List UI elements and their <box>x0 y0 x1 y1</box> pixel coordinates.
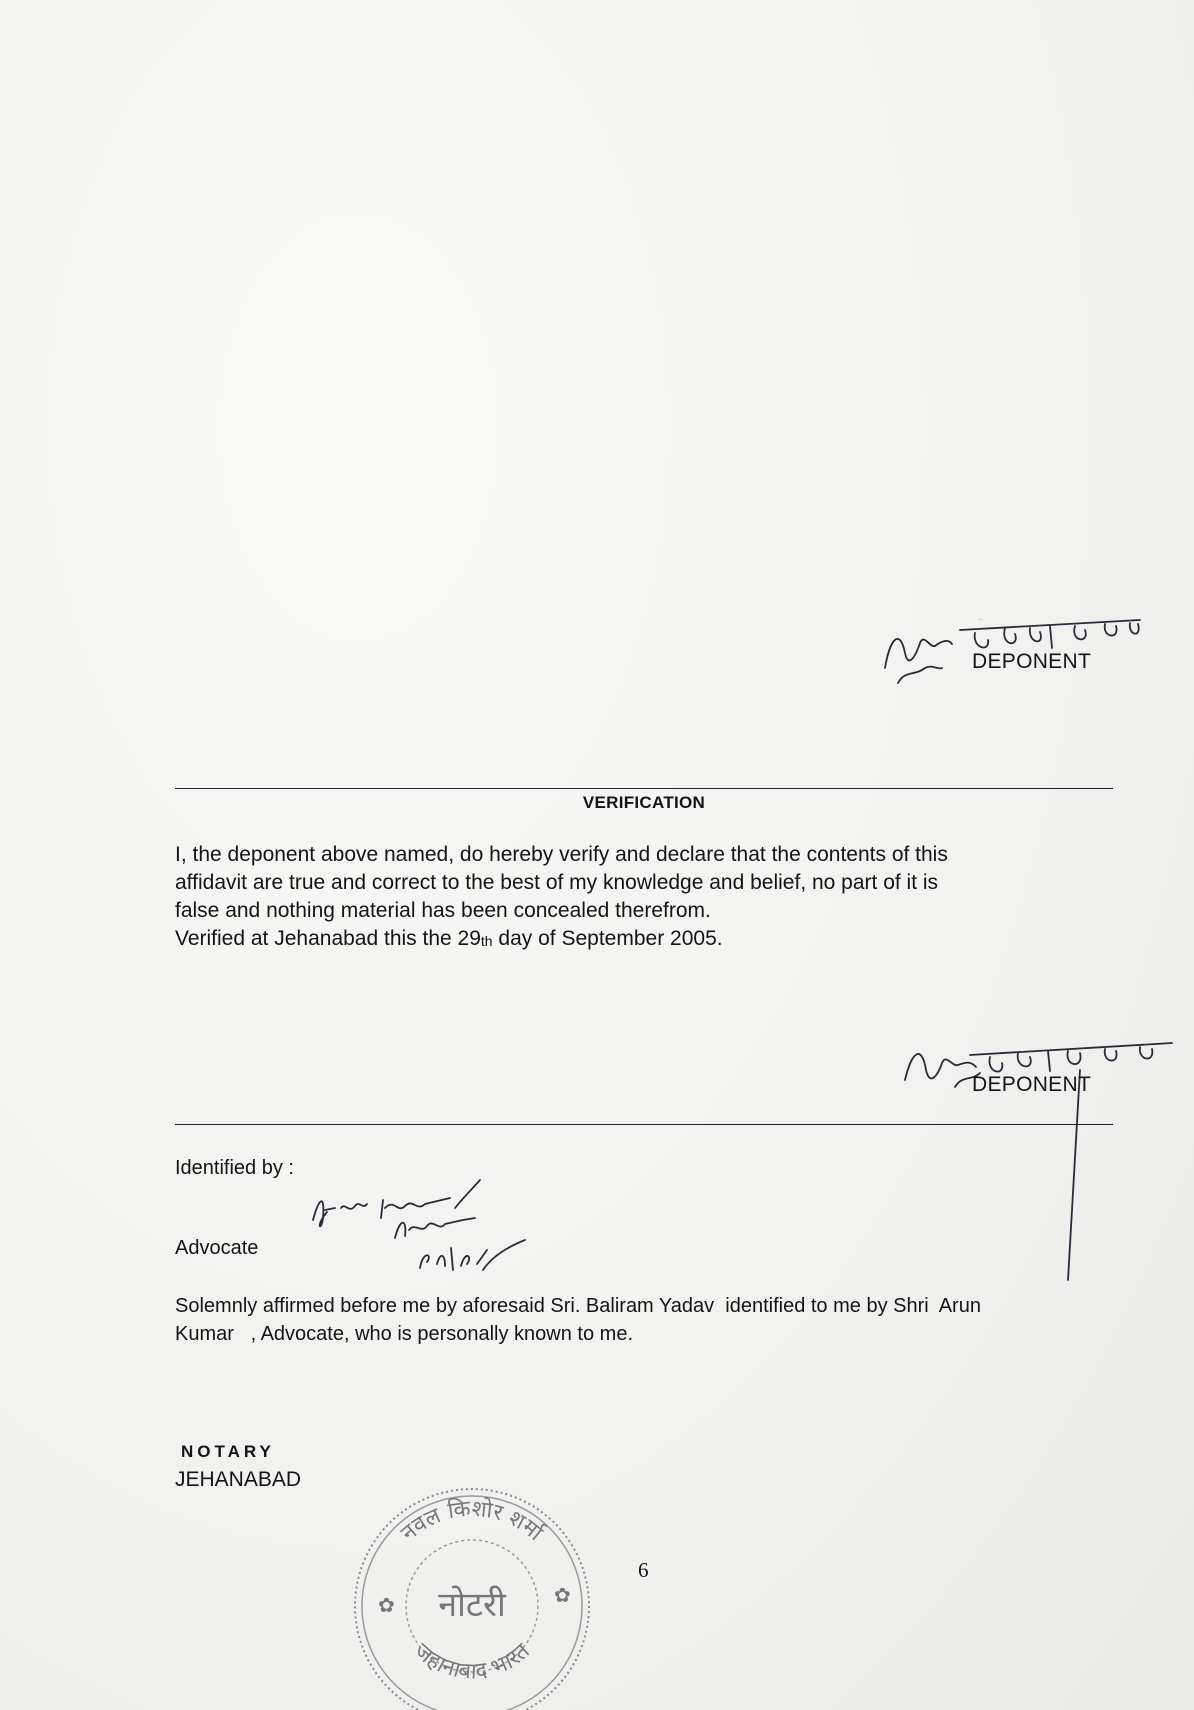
deponent-signature-1 <box>880 598 1180 688</box>
divider-bottom <box>175 1124 1113 1125</box>
verification-line-1: I, the deponent above named, do hereby verify and declare that the contents of this <box>175 843 948 866</box>
notary-seal <box>342 1476 602 1710</box>
affirmation-line-1: Solemnly affirmed before me by aforesaid Sri. Baliram Yadav identified to me by Shri Arun <box>175 1295 981 1317</box>
advocate-label: Advocate <box>175 1237 259 1259</box>
seal-flower-left-icon: ✿ <box>378 1593 395 1617</box>
deponent-signature-2 <box>900 1025 1194 1115</box>
affirmation-text <box>175 1292 1125 1348</box>
seal-flower-right-icon: ✿ <box>554 1583 571 1607</box>
deponent-signature-1-text: बलीराम यादव <box>978 620 984 621</box>
deponent-label-1: DEPONENT <box>972 650 1092 673</box>
deponent-label-2: DEPONENT <box>972 1073 1092 1096</box>
seal-center-text: नोटरी <box>438 1585 506 1625</box>
page-number: 6 <box>638 1558 649 1582</box>
identified-by-label: Identified by : <box>175 1157 294 1179</box>
seal-top-text: नवल किशोर शर्मा <box>396 1496 548 1547</box>
notary-label: NOTARY <box>181 1442 275 1461</box>
verification-body <box>175 841 1115 954</box>
verification-line-2: affidavit are true and correct to the best of my knowledge and belief, no part of it is <box>175 871 939 894</box>
advocate-signature <box>305 1178 535 1278</box>
seal-bottom-text: जहानाबाद भारत <box>409 1638 535 1685</box>
affirmation-line-2: Kumar , Advocate, who is personally known to me. <box>175 1323 633 1345</box>
verification-line-4: Verified at Jehanabad this the $29_{th}$ day of September 2005. <box>175 927 723 950</box>
verification-line-3: false and nothing material has been concealed therefrom. <box>175 899 711 922</box>
notary-place: JEHANABAD <box>175 1468 302 1491</box>
verification-heading: VERIFICATION <box>582 793 706 812</box>
divider-top <box>175 788 1113 789</box>
